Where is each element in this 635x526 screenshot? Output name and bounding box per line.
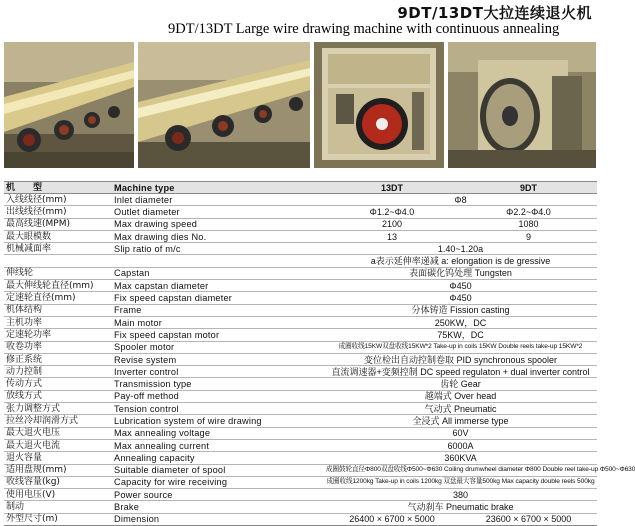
spec-label-en: Max annealing voltage: [112, 427, 324, 439]
table-row: [4, 255, 597, 267]
header-9dt: 9DT: [460, 182, 597, 194]
table-row: [4, 427, 597, 439]
spec-label-cn: 外型尺寸(m): [4, 513, 112, 525]
title-chinese: 9DT/13DT大拉连续退火机: [397, 4, 592, 22]
spec-label-en: Tension control: [112, 403, 324, 415]
table-row: [4, 292, 597, 304]
spec-label-cn: 定速轮功率: [4, 329, 112, 341]
spec-value-shared: 气动式 Pneumatic: [324, 403, 597, 415]
spec-value-shared: 分体铸造 Fission casting: [324, 304, 597, 316]
spec-value-shared: 250KW，DC: [324, 316, 597, 328]
spec-label-cn: 主机功率: [4, 316, 112, 328]
spec-value-shared: 成圈鼓轮直径Φ800双盘收线Φ500~Φ630 Coiling drumwheel diameter Φ800 Double reel take-up Φ500~Φ630: [324, 464, 597, 476]
header-13dt: 13DT: [324, 182, 460, 194]
table-row: [4, 230, 597, 242]
spec-label-en: Fix speed capstan motor: [112, 329, 324, 341]
spec-value-shared: 380: [324, 489, 597, 501]
spec-label-cn: 制动: [4, 501, 112, 513]
table-row: [4, 464, 597, 476]
table-row: [4, 353, 597, 365]
spec-label-cn: 最大伸线轮直径(mm): [4, 280, 112, 292]
spec-value-shared: 越端式 Over head: [324, 390, 597, 402]
spec-value-shared: 变位检出自动控制卷取 PID synchronous spooler: [324, 353, 597, 365]
spec-value-9dt: 23600 × 6700 × 5000: [460, 513, 597, 525]
spec-label-cn: 最大退火电压: [4, 427, 112, 439]
spec-value-13dt: 13: [324, 230, 460, 242]
spec-value-shared: Φ8: [324, 194, 597, 206]
spec-label-cn: 动力控制: [4, 366, 112, 378]
spec-label-cn: 伸线轮: [4, 267, 112, 279]
spec-value-shared: 气动刹车 Pneumatic brake: [324, 501, 597, 513]
machine-photo-2: [138, 42, 310, 168]
spec-label-cn: 退火容量: [4, 452, 112, 464]
spec-value-13dt: Φ1.2~Φ4.0: [324, 206, 460, 218]
spec-label-cn: 修正系统: [4, 353, 112, 365]
spec-value-shared: 全浸式 All immerse type: [324, 415, 597, 427]
spec-label-en: Max capstan diameter: [112, 280, 324, 292]
spec-label-en: Main motor: [112, 316, 324, 328]
table-header-row: [4, 182, 597, 194]
table-row: [4, 366, 597, 378]
spec-label-cn: 拉丝冷却润滑方式: [4, 415, 112, 427]
spec-value-13dt: 26400 × 6700 × 5000: [324, 513, 460, 525]
spec-label-en: Inlet diameter: [112, 194, 324, 206]
spec-value-13dt: 2100: [324, 218, 460, 230]
header-en: Machine type: [112, 182, 324, 194]
spec-label-en: Brake: [112, 501, 324, 513]
spec-label-en: Slip ratio of m/c: [112, 243, 324, 255]
spec-label-en: Pay-off method: [112, 390, 324, 402]
table-row: [4, 206, 597, 218]
spec-label-cn: 适用盘规(mm): [4, 464, 112, 476]
spec-value-shared: 1.40~1.20a: [324, 243, 597, 255]
spec-label-cn: 收线容量(kg): [4, 476, 112, 488]
table-row: [4, 316, 597, 328]
spec-value-shared: 成圈收线1200kg Take-up in coils 1200kg 双盘最大容量500kg Max capacity double reels 500kg: [324, 476, 597, 488]
table-row: [4, 452, 597, 464]
spec-label-cn: 出线线径(mm): [4, 206, 112, 218]
spec-label-en: Transmission type: [112, 378, 324, 390]
spec-value-shared: 直流调速器+变频控制 DC speed regulaton + dual inverter control: [324, 366, 597, 378]
table-row: [4, 194, 597, 206]
spec-value-9dt: 1080: [460, 218, 597, 230]
spec-label-cn: 最大退火电流: [4, 439, 112, 451]
spec-value-shared: a表示延伸率递减 a: elongation is de gressive: [324, 255, 597, 267]
spec-label-cn: 传动方式: [4, 378, 112, 390]
spec-label-cn: 收卷功率: [4, 341, 112, 353]
spec-value-shared: 6000A: [324, 439, 597, 451]
spec-label-cn: 使用电压(V): [4, 489, 112, 501]
spec-label-cn: 放线方式: [4, 390, 112, 402]
spec-label-cn: 最大眼模数: [4, 230, 112, 242]
table-row: [4, 415, 597, 427]
spec-label-en: Annealing capacity: [112, 452, 324, 464]
spec-label-cn: 最高线速(MPM): [4, 218, 112, 230]
table-row: [4, 501, 597, 513]
spec-label-en: Fix speed capstan diameter: [112, 292, 324, 304]
machine-photo-strip: [4, 42, 596, 168]
table-row: [4, 390, 597, 402]
spec-value-shared: Φ450: [324, 292, 597, 304]
spec-label-en: Outlet diameter: [112, 206, 324, 218]
spec-label-en: Max drawing speed: [112, 218, 324, 230]
table-row: [4, 280, 597, 292]
spec-label-en: Spooler motor: [112, 341, 324, 353]
spec-value-9dt: 9: [460, 230, 597, 242]
title-english: 9DT/13DT Large wire drawing machine with continuous annealing: [168, 21, 560, 37]
table-row: [4, 218, 597, 230]
table-row: [4, 329, 597, 341]
table-row: [4, 267, 597, 279]
spec-label-en: Lubrication system of wire drawing: [112, 415, 324, 427]
spec-value-shared: 成圈收线15KW双盘收线15KW*2 Take-up in coils 15KW Double reels take-up 15KW*2: [324, 341, 597, 353]
spec-value-shared: 360KVA: [324, 452, 597, 464]
table-row: [4, 489, 597, 501]
spec-table: [4, 181, 635, 526]
table-row: [4, 243, 597, 255]
spec-label-en: Inverter control: [112, 366, 324, 378]
machine-photo-3: [314, 42, 444, 168]
table-row: [4, 378, 597, 390]
spec-label-en: Revise system: [112, 353, 324, 365]
table-row: [4, 513, 597, 525]
table-row: [4, 341, 597, 353]
table-row: [4, 403, 597, 415]
spec-label-en: Max drawing dies No.: [112, 230, 324, 242]
spec-label-en: Power source: [112, 489, 324, 501]
spec-value-shared: 60V: [324, 427, 597, 439]
spec-label-en: Frame: [112, 304, 324, 316]
spec-label-cn: 定速轮直径(mm): [4, 292, 112, 304]
table-row: [4, 476, 597, 488]
spec-value-shared: 齿轮 Gear: [324, 378, 597, 390]
spec-label-en: Capacity for wire receiving: [112, 476, 324, 488]
spec-value-shared: 75KW，DC: [324, 329, 597, 341]
spec-label-cn: 机械减面率: [4, 243, 112, 255]
spec-value-shared: 表面碳化钨处理 Tungsten: [324, 267, 597, 279]
spec-label-en: Max annealing current: [112, 439, 324, 451]
spec-label-en: Capstan: [112, 267, 324, 279]
spec-value-shared: Φ450: [324, 280, 597, 292]
spec-label-en: Dimension: [112, 513, 324, 525]
table-row: [4, 304, 597, 316]
table-row: [4, 439, 597, 451]
spec-value-9dt: Φ2.2~Φ4.0: [460, 206, 597, 218]
spec-label-cn: [4, 255, 112, 267]
spec-label-cn: 机体结构: [4, 304, 112, 316]
machine-photo-1: [4, 42, 134, 168]
machine-photo-4: [448, 42, 596, 168]
spec-label-cn: 入线线径(mm): [4, 194, 112, 206]
header-cn: 机 型: [4, 182, 112, 194]
spec-label-cn: 张力调整方式: [4, 403, 112, 415]
spec-label-en: Suitable diameter of spool: [112, 464, 324, 476]
spec-label-en: [112, 255, 324, 267]
